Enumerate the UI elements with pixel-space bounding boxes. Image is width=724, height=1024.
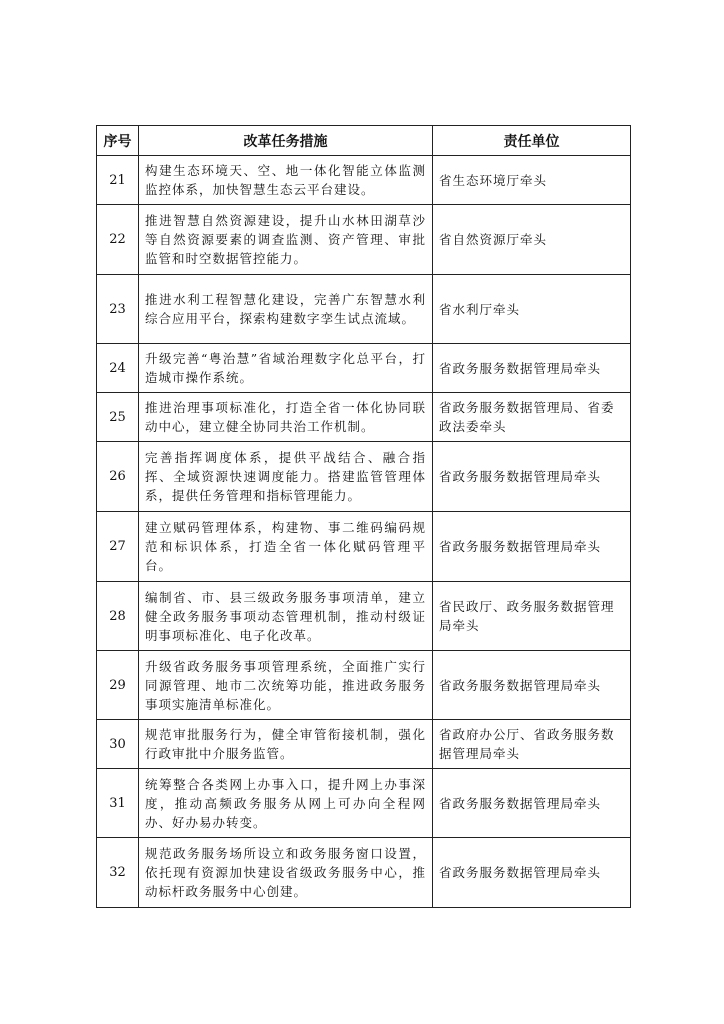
row-unit: 省政务服务数据管理局、省委政法委牵头 [433, 393, 631, 442]
row-task: 统筹整合各类网上办事入口，提升网上办事深度，推动高频政务服务从网上可办向全程网办、好办易办转变。 [139, 769, 433, 838]
row-unit: 省政务服务数据管理局牵头 [433, 769, 631, 838]
row-unit: 省政务服务数据管理局牵头 [433, 344, 631, 393]
row-seq: 23 [97, 275, 139, 344]
row-unit: 省政府办公厅、省政务服务数据管理局牵头 [433, 720, 631, 769]
row-unit: 省水利厅牵头 [433, 275, 631, 344]
row-seq: 30 [97, 720, 139, 769]
row-task: 推进智慧自然资源建设，提升山水林田湖草沙等自然资源要素的调查监测、资产管理、审批监管和时空数据管控能力。 [139, 205, 433, 275]
row-unit: 省民政厅、政务服务数据管理局牵头 [433, 582, 631, 651]
row-seq: 29 [97, 651, 139, 720]
header-task: 改革任务措施 [139, 126, 433, 156]
row-seq: 28 [97, 582, 139, 651]
row-task: 规范政务服务场所设立和政务服务窗口设置，依托现有资源加快建设省级政务服务中心，推动标杆政务服务中心创建。 [139, 838, 433, 908]
row-seq: 25 [97, 393, 139, 442]
table-row [97, 275, 631, 344]
table-row [97, 205, 631, 275]
row-unit: 省生态环境厅牵头 [433, 156, 631, 205]
row-task: 编制省、市、县三级政务服务事项清单，建立健全政务服务事项动态管理机制，推动村级证明事项标准化、电子化改革。 [139, 582, 433, 651]
header-unit: 责任单位 [433, 126, 631, 156]
row-unit: 省政务服务数据管理局牵头 [433, 442, 631, 512]
table-row [97, 769, 631, 838]
row-seq: 24 [97, 344, 139, 393]
row-unit: 省政务服务数据管理局牵头 [433, 651, 631, 720]
row-task: 推进水利工程智慧化建设，完善广东智慧水利综合应用平台，探索构建数字孪生试点流域。 [139, 275, 433, 344]
row-seq: 27 [97, 512, 139, 582]
row-unit: 省政务服务数据管理局牵头 [433, 838, 631, 908]
row-task: 构建生态环境天、空、地一体化智能立体监测监控体系，加快智慧生态云平台建设。 [139, 156, 433, 205]
table-header-row [97, 126, 631, 156]
table-row [97, 838, 631, 908]
table-row [97, 720, 631, 769]
table-row [97, 582, 631, 651]
row-seq: 22 [97, 205, 139, 275]
row-unit: 省政务服务数据管理局牵头 [433, 512, 631, 582]
row-task: 推进治理事项标准化，打造全省一体化协同联动中心，建立健全协同共治工作机制。 [139, 393, 433, 442]
table-row [97, 512, 631, 582]
row-unit: 省自然资源厅牵头 [433, 205, 631, 275]
row-seq: 21 [97, 156, 139, 205]
row-seq: 26 [97, 442, 139, 512]
row-task: 完善指挥调度体系，提供平战结合、融合指挥、全域资源快速调度能力。搭建监管管理体系，提供任务管理和指标管理能力。 [139, 442, 433, 512]
table-row [97, 651, 631, 720]
reform-task-table [96, 125, 631, 908]
table-row [97, 156, 631, 205]
row-seq: 32 [97, 838, 139, 908]
row-task: 升级省政务服务事项管理系统，全面推广实行同源管理、地市二次统筹功能，推进政务服务事项实施清单标准化。 [139, 651, 433, 720]
row-seq: 31 [97, 769, 139, 838]
row-task: 建立赋码管理体系，构建物、事二维码编码规范和标识体系，打造全省一体化赋码管理平台。 [139, 512, 433, 582]
header-seq: 序号 [97, 126, 139, 156]
table-row [97, 442, 631, 512]
row-task: 升级完善“粤治慧”省域治理数字化总平台，打造城市操作系统。 [139, 344, 433, 393]
table-row [97, 393, 631, 442]
row-task: 规范审批服务行为，健全审管衔接机制，强化行政审批中介服务监管。 [139, 720, 433, 769]
table-row [97, 344, 631, 393]
